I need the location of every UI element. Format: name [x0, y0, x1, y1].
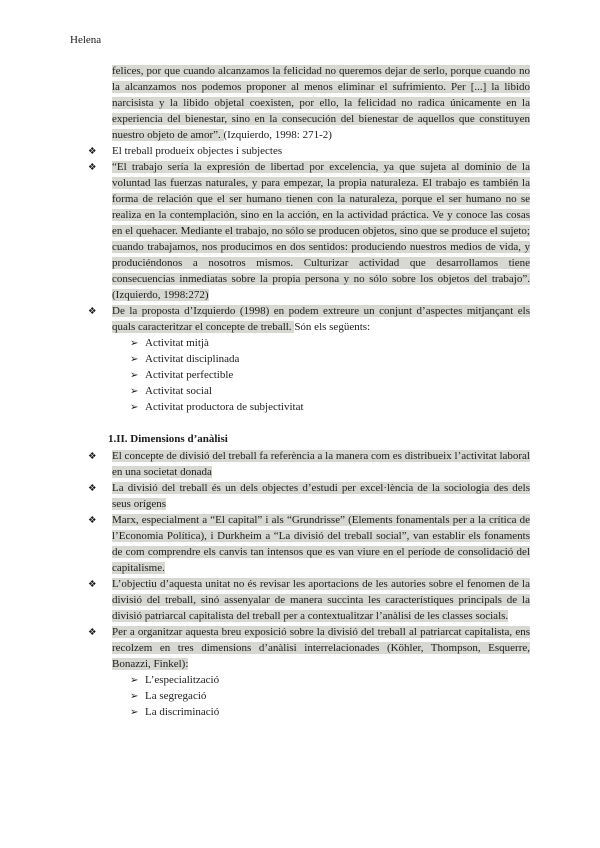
sub-bullet-text: Activitat disciplinada [145, 353, 240, 365]
sub-bullet-item [70, 399, 530, 415]
section-heading: 1.II. Dimensions d’anàlisi [108, 433, 228, 445]
bullet-item-objectiu [70, 576, 530, 624]
sub-bullet-text: Activitat perfectible [145, 369, 234, 381]
bullet-item-concepte [70, 448, 530, 480]
bullet-text: Marx, especialment a “El capital” i als “Grundrisse” (Elements fonamentals per a la crítica de l’Economia Política), i Durkheim a “La divisió del treball social”, van establir els fonaments de com comprendre els canvis tan intensos que es van viure en el període de consolidació del capitalisme. [112, 514, 530, 574]
sub-bullet-item [70, 351, 530, 367]
bullet-text: L’objectiu d’aquesta unitat no és revisar les aportacions de les autories sobre el fenomen de la divisió del treball, sinó assenyalar de manera succinta les característiques principals de la divisió patriarcal capitalista del treball per a contextualitzar l’anàlisi de les classes socials. [112, 578, 530, 622]
diamond-bullet-icon: ❖ [88, 307, 97, 317]
diamond-bullet-icon: ❖ [88, 580, 97, 590]
diamond-bullet-icon: ❖ [88, 452, 97, 462]
sub-bullet-text: La discriminació [145, 706, 220, 718]
arrow-bullet-icon: ➢ [130, 369, 139, 381]
bullet-text-tail: Són els següents: [294, 321, 371, 333]
arrow-bullet-icon: ➢ [130, 337, 139, 349]
bullet-item-marx [70, 512, 530, 576]
arrow-bullet-icon: ➢ [130, 353, 139, 365]
arrow-bullet-icon: ➢ [130, 385, 139, 397]
bullet-text: Per a organitzar aquesta breu exposició sobre la divisió del treball al patriarcat capitalista, ens recolzem en tres dimensions d’anàlisi interrelacionades (Köhler, Thompson, Esquerre, Bonazzi, Finkel): [112, 626, 530, 670]
bullet-item-quote-trabajo [70, 159, 530, 303]
bullet-item-proposta [70, 303, 530, 335]
sub-bullet-text: L’especialització [145, 674, 220, 686]
sub-bullet-item [70, 672, 530, 688]
highlighted-text: felices, por que cuando alcanzamos la felicidad no queremos dejar de serlo, porque cuando no la alcanzamos nos podemos proponer al menos eliminar el sufrimiento. Per [...] la libido narcisista y la libido objetal coexisten, por ello, la felicidad no radica únicamente en la experiencia del bienestar, sino en la consecución del bienestar de aquellos que constituyen nuestro objeto de amor”. [112, 65, 530, 141]
bullet-item-treball [70, 143, 530, 159]
sub-bullet-text: Activitat social [145, 385, 212, 397]
bullet-text: El treball produeix objectes i subjectes [112, 145, 283, 157]
arrow-bullet-icon: ➢ [130, 401, 139, 413]
diamond-bullet-icon: ❖ [88, 147, 97, 157]
bullet-text: El concepte de divisió del treball fa referència a la manera com es distribueix l’activitat laboral en una societat donada [112, 450, 530, 478]
sub-bullet-item [70, 367, 530, 383]
diamond-bullet-icon: ❖ [88, 628, 97, 638]
sub-bullet-text: La segregació [145, 690, 207, 702]
quote-text: “El trabajo sería la expresión de libertad por excelencia, ya que sujeta al dominio de la voluntad las fuerzas naturales, y para empezar, la propia naturaleza. El trabajo es también la forma de relación que el ser humano tienen con la naturaleza, porque el ser humano no se realiza en la contemplación, sino en la acción, en la actividad práctica. Ve y conoce las cosas en el quehacer. Mediante el trabajo, no sólo se producen objetos, sino que se produce el sujeto; cuando trabajamos, nos producimos en dos sentidos: produciendo nuestros medios de vida, y produciéndonos a nosotros mismos. Culturizar actividad que desarrollamos tiene consecuencias inmediatas sobre la propia persona y no sólo sobre los objetos del trabajo”. (Izquierdo, 1998:272) [112, 161, 530, 301]
sub-bullet-item [70, 383, 530, 399]
highlighted-text: De la proposta d’Izquierdo (1998) en podem extreure un conjunt d’aspectes mitjançant els quals caracteritzar el concepte de treball. [112, 305, 530, 333]
sub-bullet-item [70, 688, 530, 704]
bullet-item-organitzar [70, 624, 530, 672]
sub-bullet-item [70, 704, 530, 720]
sub-bullet-text: Activitat mitjà [145, 337, 209, 349]
diamond-bullet-icon: ❖ [88, 516, 97, 526]
intro-paragraph [70, 63, 530, 143]
bullet-item-divisio [70, 480, 530, 512]
citation-text: (Izquierdo, 1998: 271-2) [223, 129, 332, 141]
diamond-bullet-icon: ❖ [88, 163, 97, 173]
arrow-bullet-icon: ➢ [130, 706, 139, 718]
arrow-bullet-icon: ➢ [130, 690, 139, 702]
bullet-text: La divisió del treball és un dels objectes d’estudi per excel·lència de la sociologia des dels seus orígens [112, 482, 530, 510]
sub-bullet-text: Activitat productora de subjectivitat [145, 401, 304, 413]
sub-bullet-item [70, 335, 530, 351]
diamond-bullet-icon: ❖ [88, 484, 97, 494]
page-header-name: Helena [70, 34, 102, 46]
arrow-bullet-icon: ➢ [130, 674, 139, 686]
